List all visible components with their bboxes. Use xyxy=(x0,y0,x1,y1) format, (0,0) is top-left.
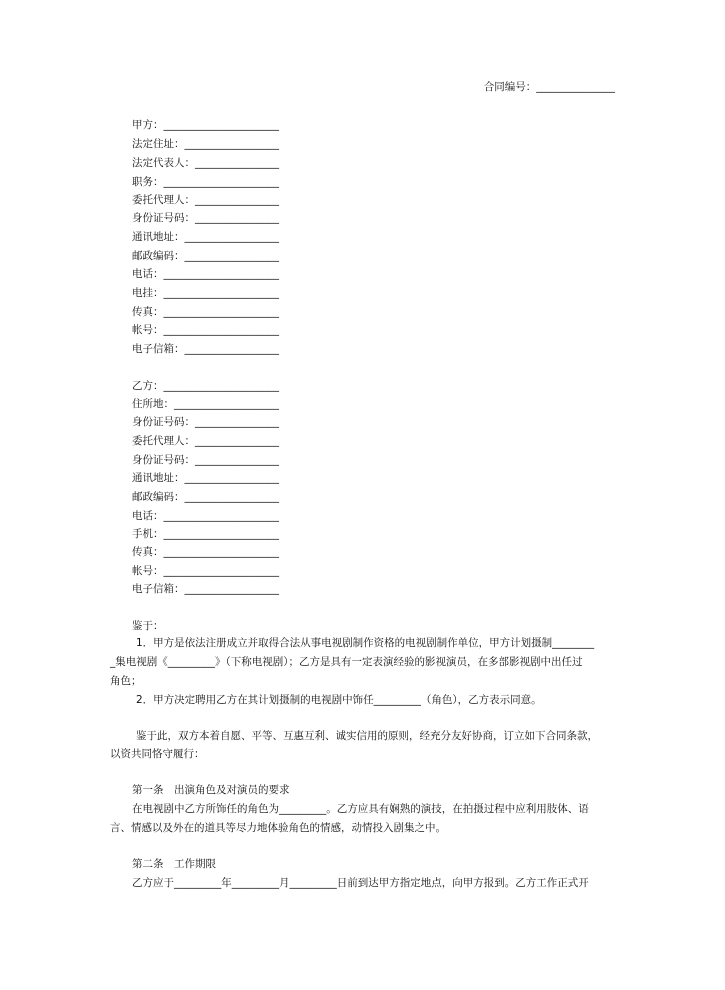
party-b-fax: 传真：______________________ xyxy=(132,546,279,558)
whereas-clause-1-line-1: 1．甲方是依法注册成立并取得合法从事电视剧制作资格的电视剧制作单位，甲方计划摄制________ xyxy=(136,637,595,649)
party-a-phone: 电话：______________________ xyxy=(132,268,279,280)
contract-number: 合同编号：_______________ xyxy=(483,81,615,93)
party-b-postcode: 邮政编码：__________________ xyxy=(132,491,279,503)
article-1-line-2: 言、情感以及外在的道具等尽力地体验角色的情感，动情投入剧集之中。 xyxy=(110,822,446,834)
article-1-line-1: 在电视剧中乙方所饰任的角色为_________。乙方应具有娴熟的演技，在拍摄过程中应利用肢体、语 xyxy=(132,803,589,815)
party-b-mail-address: 通讯地址：__________________ xyxy=(132,472,279,484)
party-b-residence: 住所地：____________________ xyxy=(132,398,279,410)
whereas-clause-1-line-3: 角色； xyxy=(110,675,142,687)
party-b-mobile: 手机：______________________ xyxy=(132,528,279,540)
whereas-clause-2: 2．甲方决定聘用乙方在其计划摄制的电视剧中饰任_________（角色），乙方表示同意。 xyxy=(136,694,542,706)
party-a-fax: 传真：______________________ xyxy=(132,306,279,318)
party-b-agent-id: 身份证号码：________________ xyxy=(132,454,279,466)
article-1-title: 第一条 出演角色及对演员的要求 xyxy=(132,784,290,796)
party-a-mail-address: 通讯地址：__________________ xyxy=(132,231,279,243)
party-a-legal-rep: 法定代表人：________________ xyxy=(132,157,279,169)
party-b-account: 帐号：______________________ xyxy=(132,565,279,577)
party-a-email: 电子信箱：__________________ xyxy=(132,343,279,355)
party-b-name: 乙方：______________________ xyxy=(132,380,279,392)
article-2-line-1: 乙方应于_________年_________月_________日前到达甲方指定地点，向甲方报到。乙方工作正式开 xyxy=(132,877,589,889)
party-b-email: 电子信箱：__________________ xyxy=(132,583,279,595)
party-a-position: 职务：______________________ xyxy=(132,176,279,188)
party-b-phone: 电话：______________________ xyxy=(132,510,279,522)
party-a-agent: 委托代理人：________________ xyxy=(132,194,279,206)
party-a-name: 甲方：______________________ xyxy=(132,119,279,131)
party-a-postcode: 邮政编码：__________________ xyxy=(132,250,279,262)
whereas-title: 鉴于： xyxy=(132,620,164,632)
party-a-cable: 电挂：______________________ xyxy=(132,287,279,299)
preamble-line-2: 以资共同恪守履行： xyxy=(110,748,205,760)
whereas-clause-1-line-2: _集电视剧《_________》（下称电视剧）；乙方是具有一定表演经验的影视演员，在多部影视剧中出任过 xyxy=(110,656,583,668)
party-a-address: 法定住址：__________________ xyxy=(132,138,279,150)
party-a-account: 帐号：______________________ xyxy=(132,324,279,336)
party-b-id: 身份证号码：________________ xyxy=(132,416,279,428)
party-b-agent: 委托代理人：________________ xyxy=(132,435,279,447)
party-a-id: 身份证号码：________________ xyxy=(132,212,279,224)
article-2-title: 第二条 工作期限 xyxy=(132,858,216,870)
preamble-line-1: 鉴于此，双方本着自愿、平等、互惠互利、诚实信用的原则，经充分友好协商，订立如下合同条款， xyxy=(136,730,598,742)
